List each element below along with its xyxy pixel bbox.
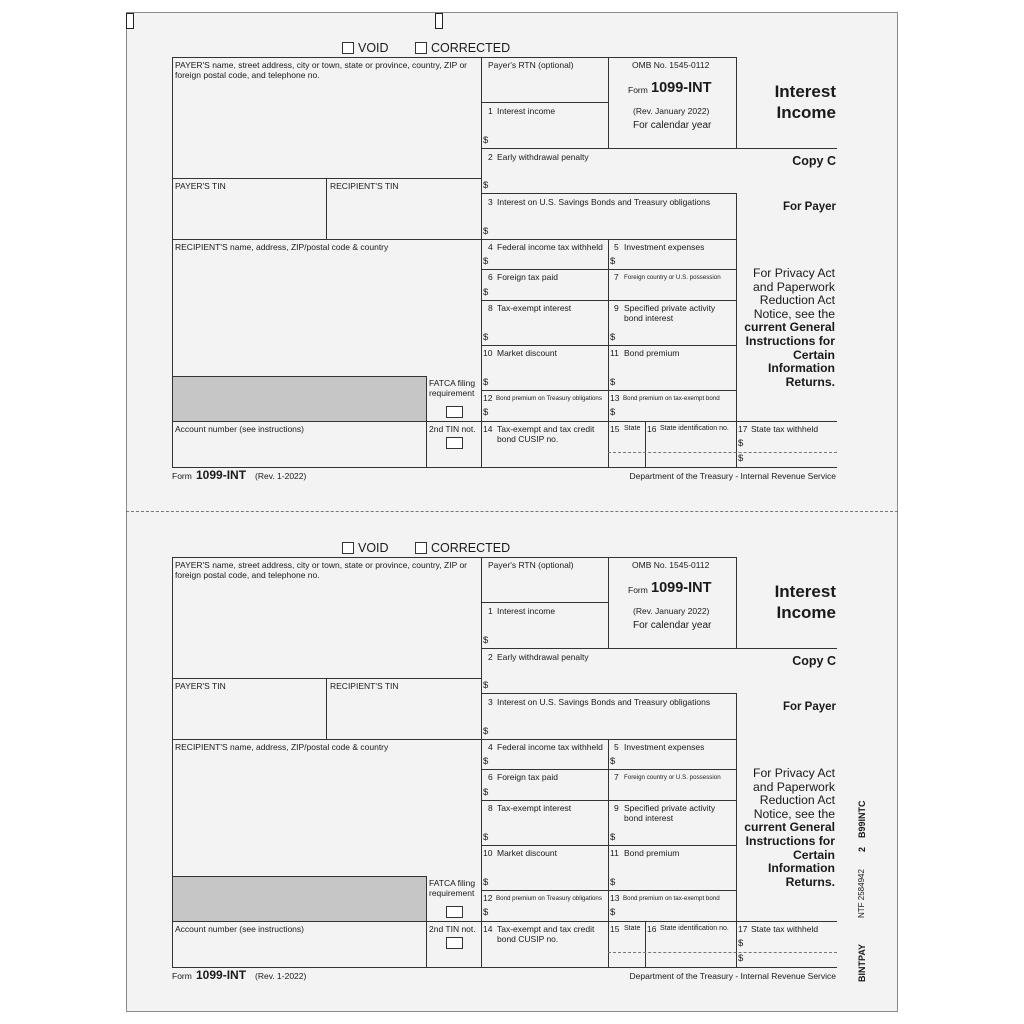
- void-checkbox[interactable]: [342, 42, 354, 54]
- title-line-1: Interest: [774, 582, 836, 601]
- grid-line: [481, 193, 736, 194]
- fatca-checkbox[interactable]: [446, 406, 463, 418]
- box4-label: Federal income tax withheld: [497, 742, 603, 752]
- box16-label: State identification no.: [660, 925, 729, 932]
- corrected-checkbox[interactable]: [415, 542, 427, 554]
- box8-number: 8: [488, 803, 493, 813]
- recipient-tin-label: RECIPIENT'S TIN: [330, 681, 399, 691]
- box7-number: 7: [614, 272, 619, 282]
- grid-line: [481, 300, 736, 301]
- box9-dollar: $: [610, 832, 616, 843]
- payer-name-label: PAYER'S name, street address, city or town, state or province, country, ZIP or foreign postal code, and telephone no.: [175, 560, 468, 580]
- grid-line: [481, 693, 736, 694]
- box2-label: Early withdrawal penalty: [497, 152, 589, 162]
- footer-form-word: Form: [172, 971, 192, 981]
- box9-label: Specified private activity bond interest: [624, 803, 716, 823]
- title-line-1: Interest: [774, 82, 836, 101]
- form-name: 1099-INT: [651, 580, 712, 596]
- footer-form-name: 1099-INT: [196, 468, 247, 482]
- box16-number: 16: [647, 424, 657, 434]
- omb-number: OMB No. 1545-0112: [632, 560, 710, 570]
- box2-dollar: $: [483, 180, 489, 191]
- box15-number: 15: [610, 424, 620, 434]
- account-number-label: Account number (see instructions): [175, 924, 304, 934]
- corrected-label: CORRECTED: [431, 541, 511, 555]
- grid-line: [736, 693, 737, 800]
- grid-line: [481, 648, 736, 649]
- box8-dollar: $: [483, 332, 489, 343]
- box4-dollar: $: [483, 256, 489, 267]
- box13-number: 13: [610, 393, 620, 403]
- footer-department: Department of the Treasury - Internal Revenue Service: [629, 971, 836, 981]
- box8-number: 8: [488, 303, 493, 313]
- box7-number: 7: [614, 772, 619, 782]
- box5-dollar: $: [610, 756, 616, 767]
- box6-number: 6: [488, 272, 493, 282]
- box11-label: Bond premium: [624, 348, 680, 358]
- side-code-1: B99INTC: [857, 800, 867, 838]
- grid-line: [481, 421, 736, 422]
- calendar-year-label: For calendar year: [633, 120, 712, 131]
- box13-number: 13: [610, 893, 620, 903]
- footer-department: Department of the Treasury - Internal Revenue Service: [629, 471, 836, 481]
- box4-number: 4: [488, 742, 493, 752]
- for-payer-label: For Payer: [782, 701, 836, 713]
- privacy-plain: For Privacy Act and Paperwork Reduction Act Notice, see the: [753, 766, 835, 821]
- void-label: VOID: [358, 541, 389, 555]
- second-tin-checkbox[interactable]: [446, 437, 463, 449]
- box1-dollar: $: [483, 135, 489, 146]
- grid-line: [736, 193, 737, 300]
- recipient-name-label: RECIPIENT'S name, address, ZIP/postal code & country: [175, 242, 389, 252]
- box14-number: 14: [483, 424, 493, 434]
- box1-dollar: $: [483, 635, 489, 646]
- box17-dollar-2: $: [738, 953, 744, 964]
- side-code-3: NTF 2584942: [857, 869, 866, 918]
- grid-line: [736, 300, 737, 421]
- copy-label: Copy C: [792, 154, 836, 168]
- for-payer-label: For Payer: [782, 201, 836, 213]
- box3-label: Interest on U.S. Savings Bonds and Treasury obligations: [497, 697, 711, 707]
- grid-line: [481, 557, 482, 967]
- box7-label: Foreign country or U.S. possession: [624, 274, 721, 281]
- grid-line: [481, 148, 736, 149]
- omb-number: OMB No. 1545-0112: [632, 60, 710, 70]
- calendar-year-label: For calendar year: [633, 620, 712, 631]
- grid-line: [481, 239, 736, 240]
- box3-number: 3: [488, 697, 493, 707]
- box1-number: 1: [488, 606, 493, 616]
- grid-line: [736, 421, 837, 422]
- payer-tin-label: PAYER'S TIN: [175, 181, 226, 191]
- grid-line: [172, 739, 481, 740]
- privacy-notice: [738, 267, 835, 389]
- corrected-checkbox[interactable]: [415, 42, 427, 54]
- box17-label: State tax withheld: [751, 424, 819, 434]
- shaded-area: [172, 376, 426, 421]
- box5-number: 5: [614, 242, 619, 252]
- box17-number: 17: [738, 924, 748, 934]
- box14-label: Tax-exempt and tax credit bond CUSIP no.: [497, 924, 595, 944]
- grid-line: [736, 921, 737, 967]
- box3-number: 3: [488, 197, 493, 207]
- grid-line: [172, 876, 426, 877]
- box2-number: 2: [488, 652, 493, 662]
- copy-label: Copy C: [792, 654, 836, 668]
- grid-line: [172, 557, 173, 967]
- box17-dollar-1: $: [738, 938, 744, 949]
- recipient-name-label: RECIPIENT'S name, address, ZIP/postal code & country: [175, 742, 389, 752]
- box11-label: Bond premium: [624, 848, 680, 858]
- box7-label: Foreign country or U.S. possession: [624, 774, 721, 781]
- box11-dollar: $: [610, 377, 616, 388]
- grid-line: [481, 269, 736, 270]
- grid-line: [481, 845, 736, 846]
- box12-number: 12: [483, 893, 493, 903]
- box17-dollar-1: $: [738, 438, 744, 449]
- grid-line: [481, 102, 608, 103]
- box11-dollar: $: [610, 877, 616, 888]
- corner-mark-left: [126, 13, 134, 29]
- box2-label: Early withdrawal penalty: [497, 652, 589, 662]
- privacy-bold: current General Instructions for Certain Information Returns.: [744, 820, 835, 889]
- box6-dollar: $: [483, 287, 489, 298]
- box10-label: Market discount: [497, 348, 557, 358]
- grid-line: [326, 678, 327, 739]
- payer-rtn-label: Payer's RTN (optional): [488, 60, 574, 70]
- box17-number: 17: [738, 424, 748, 434]
- box9-number: 9: [614, 303, 619, 313]
- grid-line: [172, 376, 426, 377]
- box16-number: 16: [647, 924, 657, 934]
- box12-dollar: $: [483, 407, 489, 418]
- box4-number: 4: [488, 242, 493, 252]
- box1-number: 1: [488, 106, 493, 116]
- grid-line: [736, 557, 737, 649]
- payer-tin-label: PAYER'S TIN: [175, 681, 226, 691]
- grid-line: [326, 178, 327, 239]
- grid-line: [172, 967, 837, 968]
- fatca-label: FATCA filing requirement: [429, 878, 476, 898]
- fatca-label: FATCA filing requirement: [429, 378, 476, 398]
- box11-number: 11: [610, 348, 619, 358]
- void-checkbox[interactable]: [342, 542, 354, 554]
- form-name: 1099-INT: [651, 80, 712, 96]
- grid-line: [426, 876, 427, 967]
- box6-label: Foreign tax paid: [497, 272, 558, 282]
- grid-line: [645, 921, 646, 967]
- grid-line: [481, 921, 736, 922]
- grid-line: [608, 452, 837, 453]
- grid-line: [172, 921, 481, 922]
- box5-label: Investment expenses: [624, 742, 705, 752]
- payer-name-label: PAYER'S name, street address, city or town, state or province, country, ZIP or foreign postal code, and telephone no.: [175, 60, 468, 80]
- box12-number: 12: [483, 393, 493, 403]
- box3-label: Interest on U.S. Savings Bonds and Treasury obligations: [497, 197, 711, 207]
- box2-number: 2: [488, 152, 493, 162]
- box3-dollar: $: [483, 226, 489, 237]
- void-label: VOID: [358, 41, 389, 55]
- grid-line: [481, 57, 482, 467]
- grid-line: [172, 421, 481, 422]
- grid-line: [172, 239, 481, 240]
- grid-line: [172, 57, 736, 58]
- privacy-notice: [738, 767, 835, 889]
- footer-form-name: 1099-INT: [196, 968, 247, 982]
- box6-dollar: $: [483, 787, 489, 798]
- side-code-4: BINTPAY: [857, 943, 867, 982]
- footer-form-word: Form: [172, 471, 192, 481]
- box5-dollar: $: [610, 256, 616, 267]
- box10-number: 10: [483, 348, 493, 358]
- payer-rtn-label: Payer's RTN (optional): [488, 560, 574, 570]
- box13-label: Bond premium on tax-exempt bond: [623, 395, 720, 402]
- box10-number: 10: [483, 848, 493, 858]
- box12-label: Bond premium on Treasury obligations: [496, 395, 602, 402]
- box9-dollar: $: [610, 332, 616, 343]
- box15-label: State: [624, 925, 641, 932]
- grid-line: [608, 557, 609, 649]
- box12-dollar: $: [483, 907, 489, 918]
- grid-line: [172, 557, 736, 558]
- box11-number: 11: [610, 848, 619, 858]
- second-tin-label: 2nd TIN not.: [429, 424, 476, 434]
- box3-dollar: $: [483, 726, 489, 737]
- grid-line: [481, 602, 608, 603]
- box9-number: 9: [614, 803, 619, 813]
- box1-label: Interest income: [497, 106, 556, 116]
- title-line-2: Income: [776, 603, 836, 622]
- grid-line: [172, 467, 837, 468]
- title-line-2: Income: [776, 103, 836, 122]
- box1-label: Interest income: [497, 606, 556, 616]
- box13-label: Bond premium on tax-exempt bond: [623, 895, 720, 902]
- revision-date: (Rev. January 2022): [633, 606, 710, 616]
- grid-line: [481, 769, 736, 770]
- grid-line: [736, 421, 737, 467]
- form-1099-int-upper: [170, 0, 837, 482]
- box6-label: Foreign tax paid: [497, 772, 558, 782]
- footer-revision: (Rev. 1-2022): [255, 471, 307, 481]
- grid-line: [481, 739, 736, 740]
- footer-revision: (Rev. 1-2022): [255, 971, 307, 981]
- grid-line: [736, 148, 837, 149]
- grid-line: [645, 421, 646, 467]
- form-word: Form: [628, 585, 648, 595]
- box10-dollar: $: [483, 877, 489, 888]
- grid-line: [481, 390, 736, 391]
- privacy-plain: For Privacy Act and Paperwork Reduction Act Notice, see the: [753, 266, 835, 321]
- grid-line: [608, 57, 609, 149]
- box13-dollar: $: [610, 407, 616, 418]
- fatca-checkbox[interactable]: [446, 906, 463, 918]
- form-word: Form: [628, 85, 648, 95]
- grid-line: [736, 921, 837, 922]
- privacy-bold: current General Instructions for Certain Information Returns.: [744, 320, 835, 389]
- box5-label: Investment expenses: [624, 242, 705, 252]
- box8-dollar: $: [483, 832, 489, 843]
- box15-number: 15: [610, 924, 620, 934]
- box14-label: Tax-exempt and tax credit bond CUSIP no.: [497, 424, 595, 444]
- box16-label: State identification no.: [660, 425, 729, 432]
- shaded-area: [172, 876, 426, 921]
- account-number-label: Account number (see instructions): [175, 424, 304, 434]
- corrected-label: CORRECTED: [431, 41, 511, 55]
- grid-line: [481, 800, 736, 801]
- grid-line: [426, 376, 427, 467]
- revision-date: (Rev. January 2022): [633, 106, 710, 116]
- box10-dollar: $: [483, 377, 489, 388]
- box17-label: State tax withheld: [751, 924, 819, 934]
- recipient-tin-label: RECIPIENT'S TIN: [330, 181, 399, 191]
- box6-number: 6: [488, 772, 493, 782]
- form-1099-int-lower: [170, 500, 837, 982]
- grid-line: [481, 345, 736, 346]
- box17-dollar-2: $: [738, 453, 744, 464]
- box8-label: Tax-exempt interest: [497, 303, 572, 313]
- box5-number: 5: [614, 742, 619, 752]
- grid-line: [608, 952, 837, 953]
- side-code-2: 2: [857, 846, 867, 852]
- box10-label: Market discount: [497, 848, 557, 858]
- box15-label: State: [624, 425, 641, 432]
- box4-label: Federal income tax withheld: [497, 242, 603, 252]
- second-tin-checkbox[interactable]: [446, 937, 463, 949]
- grid-line: [736, 648, 837, 649]
- box8-label: Tax-exempt interest: [497, 803, 572, 813]
- second-tin-label: 2nd TIN not.: [429, 924, 476, 934]
- box4-dollar: $: [483, 756, 489, 767]
- box14-number: 14: [483, 924, 493, 934]
- grid-line: [481, 890, 736, 891]
- box2-dollar: $: [483, 680, 489, 691]
- grid-line: [172, 57, 173, 467]
- box13-dollar: $: [610, 907, 616, 918]
- grid-line: [736, 57, 737, 149]
- box12-label: Bond premium on Treasury obligations: [496, 895, 602, 902]
- box9-label: Specified private activity bond interest: [624, 303, 716, 323]
- grid-line: [736, 800, 737, 921]
